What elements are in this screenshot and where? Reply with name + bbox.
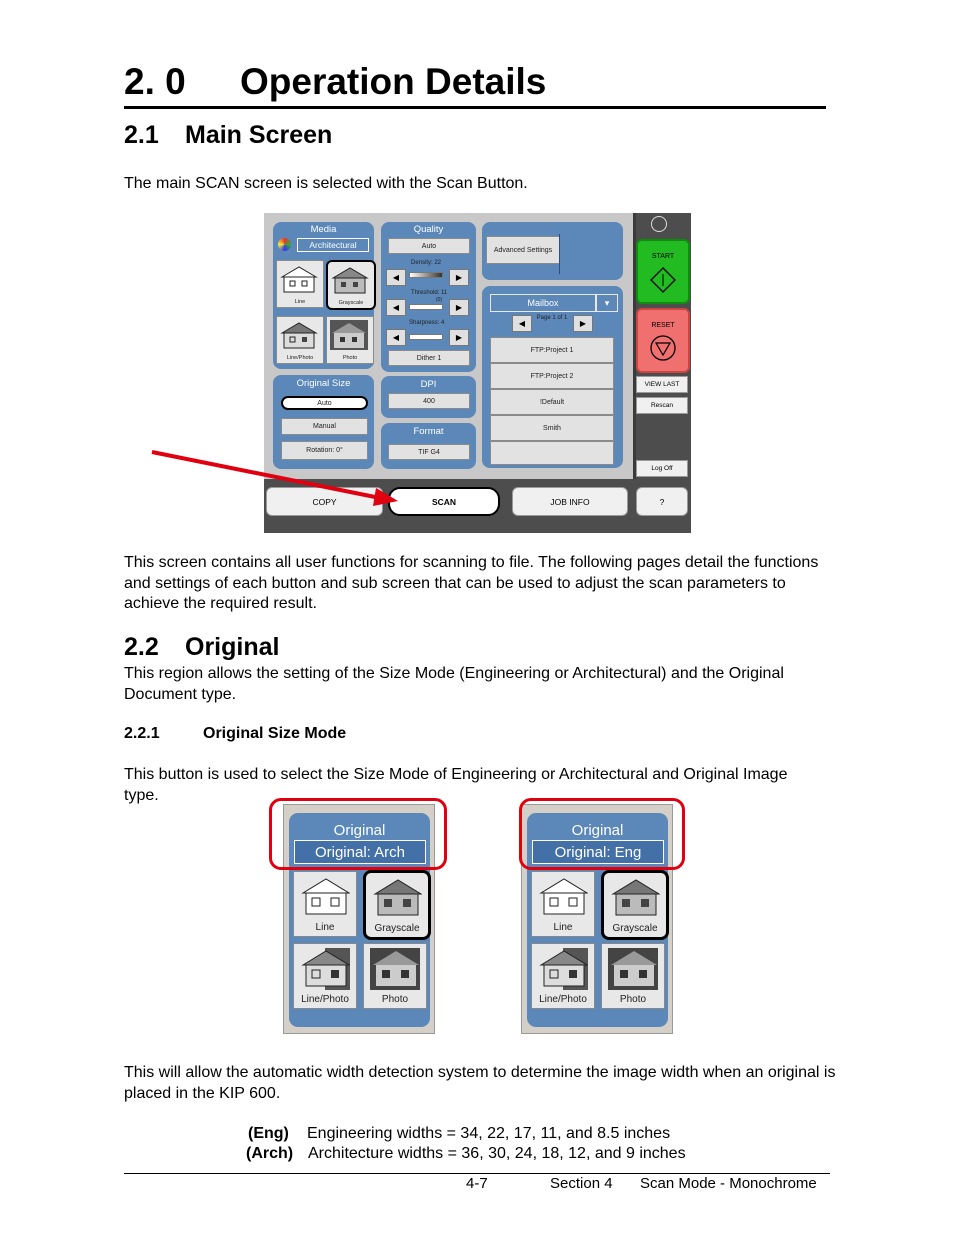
sharpness-slider[interactable]	[409, 334, 443, 340]
original-title: Original	[571, 822, 624, 839]
thumb-label: Photo	[619, 994, 647, 1005]
section-number: 2.1	[124, 121, 159, 149]
density-decrease-button[interactable]: ◀	[386, 269, 406, 286]
thumb-label: Grayscale	[374, 923, 420, 934]
heading-number: 2. 0	[124, 61, 186, 102]
section-title: Original Size Mode	[203, 725, 347, 742]
house-photo-icon	[370, 948, 420, 990]
section-2-2-1-heading	[124, 725, 346, 743]
house-linephoto-icon	[538, 948, 588, 990]
mailbox-item-empty[interactable]	[490, 441, 614, 465]
house-grayscale-icon	[331, 265, 369, 295]
footer-mode: Scan Mode - Monochrome	[640, 1175, 817, 1192]
logoff-button[interactable]: Log Off	[636, 460, 688, 477]
threshold-increase-button[interactable]: ▶	[449, 299, 469, 316]
media-mode-select[interactable]: Architectural	[297, 238, 369, 252]
help-button[interactable]: ?	[636, 487, 688, 516]
auto-width-description: This will allow the automatic width detection system to determine the image width when an original is placed in the KIP 600.	[124, 1064, 836, 1102]
copy-tab[interactable]: COPY	[266, 487, 383, 516]
mailbox-item[interactable]: Smith	[490, 415, 614, 441]
dither-button[interactable]: Dither 1	[388, 350, 470, 366]
threshold-label: Threshold: 11	[411, 290, 448, 296]
thumb-label: Line/Photo	[539, 994, 587, 1005]
sharpness-increase-button[interactable]: ▶	[449, 329, 469, 346]
size-auto-button[interactable]: Auto	[281, 396, 368, 410]
heading-title: Operation Details	[240, 61, 547, 102]
footer-rule	[124, 1173, 830, 1174]
power-indicator-icon	[651, 216, 667, 232]
footer-section: Section 4	[550, 1175, 613, 1192]
start-diamond-icon	[650, 267, 676, 293]
dpi-select[interactable]: 400	[388, 393, 470, 409]
red-pointer-arrow	[140, 440, 410, 510]
thumb-label: Line	[315, 922, 335, 933]
original-thumb-line-photo[interactable]	[293, 943, 357, 1009]
original-thumb-line[interactable]	[293, 871, 357, 937]
screen-description: This screen contains all user functions for scanning to file. The following pages detail the functions and settings of each button and sub screen that can be used to adjust the scan parameters to achieve the required result.	[124, 554, 819, 612]
original-thumb-photo[interactable]	[363, 943, 427, 1009]
mailbox-dropdown-button[interactable]: ▾	[596, 294, 618, 312]
thumb-label: Line/Photo	[301, 994, 349, 1005]
mailbox-item[interactable]: FTP:Project 2	[490, 363, 614, 389]
quality-panel	[381, 222, 476, 372]
highlight-box-arch	[269, 798, 447, 870]
density-increase-button[interactable]: ▶	[449, 269, 469, 286]
threshold-decrease-button[interactable]: ◀	[386, 299, 406, 316]
mailbox-panel	[482, 286, 623, 468]
footer-page-number: 4-7	[466, 1175, 488, 1192]
job-info-tab[interactable]: JOB INFO	[512, 487, 628, 516]
house-grayscale-icon	[610, 877, 660, 919]
mailbox-select[interactable]: Mailbox	[490, 294, 596, 312]
original-thumb-grayscale[interactable]	[363, 870, 431, 940]
section-title: Main Screen	[185, 121, 333, 149]
section-2-2-heading	[124, 633, 279, 662]
color-wheel-icon[interactable]	[278, 238, 291, 251]
eng-label: (Eng)	[248, 1125, 289, 1142]
section-2-1-heading	[124, 121, 332, 150]
thumb-label: Grayscale	[338, 300, 364, 306]
start-label: START	[651, 253, 675, 260]
thumb-label: Grayscale	[612, 923, 658, 934]
house-line-icon	[280, 264, 318, 294]
page-next-button[interactable]: ▶	[573, 315, 593, 332]
main-screen-intro: The main SCAN screen is selected with the Scan Button.	[124, 175, 528, 192]
house-linephoto-icon	[280, 320, 318, 350]
thumb-label: Line	[553, 922, 573, 933]
eng-widths: Engineering widths = 34, 22, 17, 11, and 8.5 inches	[307, 1125, 671, 1142]
format-title: Format	[413, 426, 444, 437]
advanced-settings-button[interactable]: Advanced Settings	[486, 236, 560, 264]
original-mode-select[interactable]: Original: Eng	[532, 840, 664, 864]
original-thumb-grayscale[interactable]	[601, 870, 669, 940]
media-panel	[273, 222, 374, 369]
media-thumb-line[interactable]	[276, 260, 324, 308]
page-heading	[124, 60, 826, 109]
size-manual-button[interactable]: Manual	[281, 418, 368, 435]
advanced-divider	[559, 234, 560, 274]
original-mode-select[interactable]: Original: Arch	[294, 840, 426, 864]
quality-title: Quality	[413, 224, 444, 235]
dpi-panel	[381, 376, 476, 418]
original-intro: This region allows the setting of the Size Mode (Engineering or Architectural) and the Original Document type.	[124, 665, 784, 703]
house-photo-icon	[330, 320, 368, 350]
format-select[interactable]: TIF G4	[388, 444, 470, 460]
section-number: 2.2.1	[124, 725, 160, 742]
original-thumb-photo[interactable]	[601, 943, 665, 1009]
reset-label: RESET	[651, 322, 675, 329]
density-slider[interactable]	[409, 272, 443, 278]
original-title: Original	[333, 822, 386, 839]
page-previous-button[interactable]: ◀	[512, 315, 532, 332]
section-number: 2.2	[124, 633, 159, 661]
reset-stop-icon	[649, 334, 677, 362]
media-thumb-grayscale[interactable]	[326, 260, 376, 310]
highlight-box-eng	[519, 798, 685, 870]
mailbox-item[interactable]: !Default	[490, 389, 614, 415]
sharpness-label: Sharpness: 4	[409, 320, 445, 326]
house-line-icon	[538, 876, 588, 918]
thumb-label: Photo	[342, 355, 358, 361]
sharpness-decrease-button[interactable]: ◀	[386, 329, 406, 346]
house-grayscale-icon	[372, 877, 422, 919]
thumb-label: Line/Photo	[286, 355, 314, 361]
house-linephoto-icon	[300, 948, 350, 990]
original-size-title: Original Size	[296, 378, 351, 389]
thumb-label: Line	[294, 299, 306, 305]
reset-button[interactable]	[636, 308, 690, 373]
rescan-button[interactable]: Rescan	[636, 397, 688, 414]
view-last-button[interactable]: VIEW LAST	[636, 376, 688, 393]
arch-label: (Arch)	[246, 1145, 294, 1162]
quality-select[interactable]: Auto	[388, 238, 470, 254]
density-label: Density: 22	[411, 260, 442, 266]
house-photo-icon	[608, 948, 658, 990]
original-thumb-line-photo[interactable]	[531, 943, 595, 1009]
mailbox-item[interactable]: FTP:Project 1	[490, 337, 614, 363]
arch-widths: Architecture widths = 36, 30, 24, 18, 12, and 9 inches	[308, 1145, 686, 1162]
media-thumb-photo[interactable]	[326, 316, 374, 364]
rotation-button[interactable]: Rotation: 0°	[281, 441, 368, 460]
size-mode-description: This button is used to select the Size Mode of Engineering or Architectural and Original Image type.	[124, 766, 788, 804]
start-button[interactable]	[636, 239, 690, 304]
house-line-icon	[300, 876, 350, 918]
media-thumb-line-photo[interactable]	[276, 316, 324, 364]
scan-tab[interactable]: SCAN	[388, 487, 500, 516]
media-title: Media	[310, 224, 337, 235]
threshold-slider[interactable]	[409, 304, 443, 310]
dpi-title: DPI	[420, 379, 437, 390]
original-thumb-line[interactable]	[531, 871, 595, 937]
section-title: Original	[185, 633, 280, 661]
advanced-panel	[482, 222, 623, 280]
threshold-extra: (0)	[436, 297, 443, 303]
page-indicator: Page 1 of 1	[536, 315, 568, 321]
thumb-label: Photo	[381, 994, 409, 1005]
